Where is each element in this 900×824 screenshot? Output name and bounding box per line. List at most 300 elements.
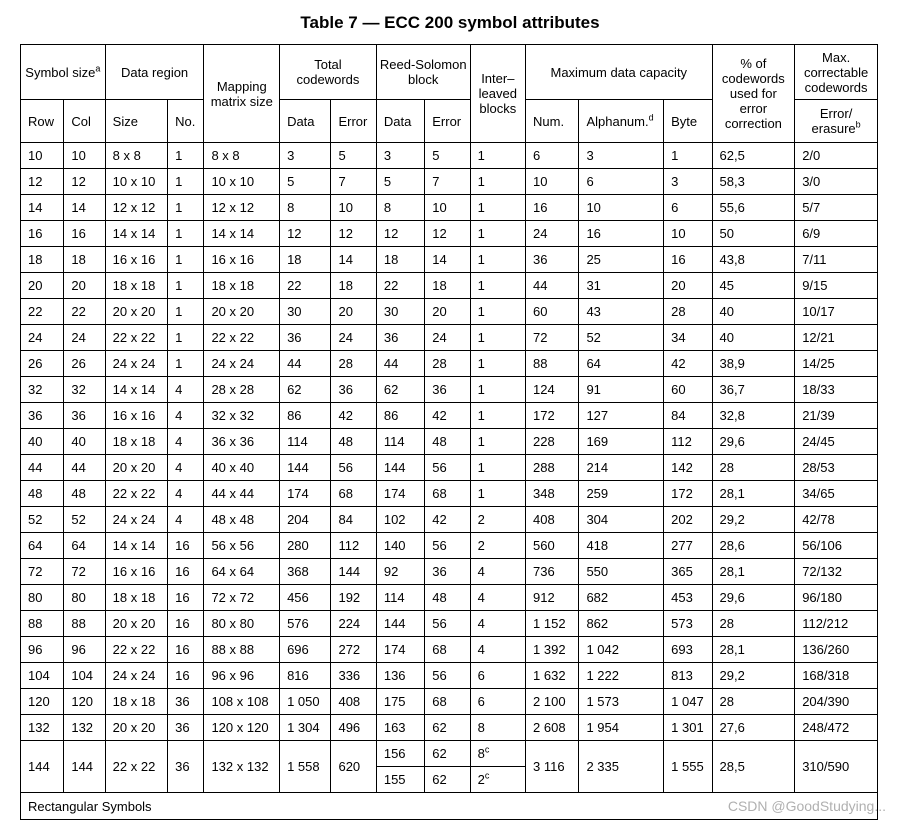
cell-total-data: 36 [280,325,331,351]
table-row [21,715,878,741]
header-mapping-matrix: Mapping matrix size [204,45,280,143]
cell-rs-data: 44 [376,351,424,377]
cell-no: 4 [168,507,204,533]
cell-size: 22 x 22 [105,325,168,351]
cell-rs-data: 174 [376,637,424,663]
cell-no: 1 [168,221,204,247]
cell-row: 12 [21,169,64,195]
cell-size: 18 x 18 [105,689,168,715]
cell-mapping: 8 x 8 [204,143,280,169]
last-row-max: 310/590 [795,741,878,793]
cell-num: 288 [526,455,579,481]
last-row-no: 36 [168,741,204,793]
header-pct-ecc: % of codewords used for error correction [712,45,795,143]
cell-no: 1 [168,351,204,377]
cell-total-error: 192 [331,585,376,611]
cell-col: 22 [64,299,105,325]
cell-total-error: 48 [331,429,376,455]
cell-num: 72 [526,325,579,351]
cell-rs-data: 5 [376,169,424,195]
cell-byte: 3 [664,169,712,195]
cell-col: 120 [64,689,105,715]
header-alphanum: Alphanum.$^d$ [579,100,664,143]
cell-max: 3/0 [795,169,878,195]
last-row-alphanum: 2 335 [579,741,664,793]
cell-mapping: 20 x 20 [204,299,280,325]
cell-total-data: 456 [280,585,331,611]
cell-rs-error: 12 [425,221,470,247]
cell-rs-data: 30 [376,299,424,325]
cell-size: 22 x 22 [105,637,168,663]
header-interleaved: Inter– leaved blocks [470,45,525,143]
cell-col: 72 [64,559,105,585]
cell-size: 16 x 16 [105,247,168,273]
cell-total-error: 272 [331,637,376,663]
cell-pct: 55,6 [712,195,795,221]
cell-byte: 60 [664,377,712,403]
cell-row: 80 [21,585,64,611]
cell-no: 1 [168,273,204,299]
cell-col: 52 [64,507,105,533]
cell-rs-data: 163 [376,715,424,741]
cell-interleaved: 6 [470,689,525,715]
cell-num: 10 [526,169,579,195]
last-row-size: 22 x 22 [105,741,168,793]
cell-total-data: 204 [280,507,331,533]
cell-interleaved: 1 [470,403,525,429]
cell-interleaved: 6 [470,663,525,689]
cell-num: 912 [526,585,579,611]
cell-alphanum: 6 [579,169,664,195]
table-row [21,403,878,429]
cell-pct: 28,1 [712,637,795,663]
header-rs-data: Data [376,100,424,143]
header-reed-solomon: Reed-Solomon block [376,45,470,100]
cell-byte: 10 [664,221,712,247]
header-num: Num. [526,100,579,143]
cell-row: 20 [21,273,64,299]
cell-row: 132 [21,715,64,741]
cell-row: 36 [21,403,64,429]
cell-total-data: 12 [280,221,331,247]
header-byte: Byte [664,100,712,143]
table-row [21,273,878,299]
cell-pct: 38,9 [712,351,795,377]
cell-row: 40 [21,429,64,455]
table-row [21,143,878,169]
cell-pct: 29,6 [712,585,795,611]
cell-max: 2/0 [795,143,878,169]
cell-row: 88 [21,611,64,637]
cell-byte: 84 [664,403,712,429]
cell-byte: 6 [664,195,712,221]
cell-pct: 28 [712,455,795,481]
cell-total-error: 56 [331,455,376,481]
cell-total-error: 18 [331,273,376,299]
cell-max: 112/212 [795,611,878,637]
cell-total-data: 280 [280,533,331,559]
cell-byte: 202 [664,507,712,533]
cell-row: 120 [21,689,64,715]
table-row [21,195,878,221]
cell-no: 16 [168,611,204,637]
cell-col: 12 [64,169,105,195]
cell-rs-error: 48 [425,585,470,611]
table-row [21,325,878,351]
cell-alphanum: 31 [579,273,664,299]
cell-row: 22 [21,299,64,325]
cell-rs-error: 36 [425,559,470,585]
cell-total-data: 8 [280,195,331,221]
cell-total-error: 24 [331,325,376,351]
cell-pct: 32,8 [712,403,795,429]
cell-rs-data: 3 [376,143,424,169]
cell-byte: 813 [664,663,712,689]
cell-byte: 693 [664,637,712,663]
table-row [21,637,878,663]
cell-col: 96 [64,637,105,663]
cell-byte: 1 [664,143,712,169]
cell-rs-error: 42 [425,507,470,533]
cell-rs-error: 56 [425,533,470,559]
cell-rs-error: 56 [425,611,470,637]
cell-size: 20 x 20 [105,715,168,741]
cell-byte: 1 301 [664,715,712,741]
cell-col: 36 [64,403,105,429]
cell-pct: 36,7 [712,377,795,403]
cell-pct: 45 [712,273,795,299]
cell-pct: 28,1 [712,559,795,585]
cell-no: 1 [168,299,204,325]
cell-rs-data: 62 [376,377,424,403]
cell-mapping: 80 x 80 [204,611,280,637]
cell-size: 16 x 16 [105,403,168,429]
last-row-col: 144 [64,741,105,793]
cell-alphanum: 91 [579,377,664,403]
cell-total-error: 36 [331,377,376,403]
cell-alphanum: 16 [579,221,664,247]
cell-rs-data: 102 [376,507,424,533]
table-row [21,507,878,533]
cell-col: 32 [64,377,105,403]
cell-col: 44 [64,455,105,481]
cell-total-error: 28 [331,351,376,377]
cell-total-error: 42 [331,403,376,429]
watermark: CSDN @GoodStudying... [727,798,886,814]
cell-num: 172 [526,403,579,429]
cell-rs-data: 86 [376,403,424,429]
header-row: Row [21,100,64,143]
cell-num: 1 152 [526,611,579,637]
cell-total-data: 114 [280,429,331,455]
cell-interleaved: 1 [470,299,525,325]
cell-num: 2 608 [526,715,579,741]
cell-alphanum: 127 [579,403,664,429]
cell-rs-data: 92 [376,559,424,585]
cell-total-data: 62 [280,377,331,403]
cell-no: 1 [168,247,204,273]
cell-no: 16 [168,637,204,663]
cell-row: 64 [21,533,64,559]
cell-interleaved: 4 [470,611,525,637]
cell-row: 72 [21,559,64,585]
cell-rs-error: 56 [425,663,470,689]
cell-col: 80 [64,585,105,611]
last-row-total-error: 620 [331,741,376,793]
cell-rs-data: 12 [376,221,424,247]
cell-max: 136/260 [795,637,878,663]
cell-num: 2 100 [526,689,579,715]
cell-col: 16 [64,221,105,247]
last-row-byte: 1 555 [664,741,712,793]
cell-max: 28/53 [795,455,878,481]
cell-max: 96/180 [795,585,878,611]
cell-mapping: 44 x 44 [204,481,280,507]
cell-interleaved: 4 [470,559,525,585]
cell-max: 248/472 [795,715,878,741]
cell-byte: 16 [664,247,712,273]
cell-size: 18 x 18 [105,429,168,455]
cell-pct: 28 [712,689,795,715]
cell-alphanum: 682 [579,585,664,611]
cell-byte: 20 [664,273,712,299]
cell-alphanum: 862 [579,611,664,637]
cell-rs-data: 144 [376,611,424,637]
table-row [21,351,878,377]
cell-max: 7/11 [795,247,878,273]
cell-alphanum: 1 573 [579,689,664,715]
header-size: Size [105,100,168,143]
cell-byte: 365 [664,559,712,585]
cell-rs-data: 136 [376,663,424,689]
cell-row: 104 [21,663,64,689]
cell-mapping: 120 x 120 [204,715,280,741]
cell-pct: 29,2 [712,507,795,533]
cell-total-data: 696 [280,637,331,663]
ecc200-attributes-table [20,44,878,820]
cell-interleaved: 1 [470,195,525,221]
cell-mapping: 24 x 24 [204,351,280,377]
cell-col: 24 [64,325,105,351]
cell-alphanum: 25 [579,247,664,273]
cell-mapping: 72 x 72 [204,585,280,611]
rectangular-symbols-label: Rectangular Symbols [21,793,878,820]
cell-mapping: 40 x 40 [204,455,280,481]
cell-alphanum: 418 [579,533,664,559]
cell-num: 1 392 [526,637,579,663]
cell-no: 1 [168,143,204,169]
cell-row: 10 [21,143,64,169]
cell-rs-error: 28 [425,351,470,377]
cell-total-error: 10 [331,195,376,221]
cell-interleaved: 1 [470,247,525,273]
cell-interleaved: 1 [470,325,525,351]
cell-mapping: 12 x 12 [204,195,280,221]
cell-interleaved: 4 [470,637,525,663]
cell-rs-error: 7 [425,169,470,195]
cell-interleaved: 1 [470,273,525,299]
cell-size: 10 x 10 [105,169,168,195]
cell-pct: 40 [712,299,795,325]
cell-total-error: 14 [331,247,376,273]
cell-no: 16 [168,585,204,611]
cell-no: 1 [168,325,204,351]
cell-col: 40 [64,429,105,455]
cell-size: 14 x 14 [105,533,168,559]
cell-total-data: 44 [280,351,331,377]
cell-no: 4 [168,481,204,507]
header-max-capacity: Maximum data capacity [526,45,713,100]
cell-total-error: 7 [331,169,376,195]
table-row [21,533,878,559]
table-row [21,299,878,325]
cell-alphanum: 64 [579,351,664,377]
cell-rs-error: 10 [425,195,470,221]
header-error: Error [331,100,376,143]
cell-total-data: 30 [280,299,331,325]
cell-rs-error: 36 [425,377,470,403]
cell-total-data: 22 [280,273,331,299]
cell-max: 24/45 [795,429,878,455]
cell-num: 408 [526,507,579,533]
cell-total-data: 816 [280,663,331,689]
cell-num: 60 [526,299,579,325]
last-row-total-data: 1 558 [280,741,331,793]
cell-total-error: 112 [331,533,376,559]
cell-mapping: 18 x 18 [204,273,280,299]
cell-rs-data: 8 [376,195,424,221]
cell-pct: 28,6 [712,533,795,559]
cell-col: 18 [64,247,105,273]
last-row-inter-2: 2$^c$ [470,767,525,793]
cell-alphanum: 1 222 [579,663,664,689]
table-row [21,585,878,611]
cell-row: 44 [21,455,64,481]
cell-no: 36 [168,689,204,715]
cell-row: 14 [21,195,64,221]
last-row-pct: 28,5 [712,741,795,793]
cell-rs-error: 42 [425,403,470,429]
cell-num: 36 [526,247,579,273]
table-title: Table 7 — ECC 200 symbol attributes [300,13,600,32]
cell-no: 36 [168,715,204,741]
table-row [21,221,878,247]
cell-size: 18 x 18 [105,273,168,299]
table-row [21,455,878,481]
cell-rs-data: 174 [376,481,424,507]
cell-row: 26 [21,351,64,377]
cell-total-data: 174 [280,481,331,507]
cell-pct: 62,5 [712,143,795,169]
cell-row: 48 [21,481,64,507]
cell-byte: 142 [664,455,712,481]
cell-no: 16 [168,559,204,585]
cell-mapping: 28 x 28 [204,377,280,403]
cell-num: 228 [526,429,579,455]
cell-pct: 29,2 [712,663,795,689]
cell-num: 736 [526,559,579,585]
header-error-erasure: Error/ erasure$^b$ [795,100,878,143]
cell-pct: 40 [712,325,795,351]
cell-num: 6 [526,143,579,169]
table-row [21,481,878,507]
cell-row: 18 [21,247,64,273]
cell-byte: 277 [664,533,712,559]
cell-max: 10/17 [795,299,878,325]
cell-mapping: 56 x 56 [204,533,280,559]
cell-rs-data: 114 [376,429,424,455]
cell-no: 16 [168,533,204,559]
cell-size: 24 x 24 [105,351,168,377]
cell-size: 20 x 20 [105,299,168,325]
header-total-codewords: Total codewords [280,45,377,100]
cell-col: 64 [64,533,105,559]
cell-rs-error: 62 [425,715,470,741]
table-row [21,169,878,195]
cell-row: 24 [21,325,64,351]
cell-total-data: 576 [280,611,331,637]
cell-total-data: 86 [280,403,331,429]
header-data-region: Data region [105,45,204,100]
cell-max: 168/318 [795,663,878,689]
cell-col: 132 [64,715,105,741]
cell-no: 4 [168,377,204,403]
cell-byte: 28 [664,299,712,325]
cell-alphanum: 3 [579,143,664,169]
cell-alphanum: 10 [579,195,664,221]
header-symbol-size: Symbol size$^a$ [21,45,106,100]
cell-pct: 43,8 [712,247,795,273]
cell-max: 14/25 [795,351,878,377]
cell-interleaved: 1 [470,481,525,507]
cell-total-error: 84 [331,507,376,533]
cell-mapping: 32 x 32 [204,403,280,429]
cell-rs-error: 68 [425,637,470,663]
table-row [21,377,878,403]
cell-rs-data: 18 [376,247,424,273]
cell-rs-data: 175 [376,689,424,715]
cell-total-error: 224 [331,611,376,637]
table-row [21,559,878,585]
table-row [21,429,878,455]
cell-interleaved: 1 [470,455,525,481]
cell-rs-error: 68 [425,481,470,507]
cell-total-error: 496 [331,715,376,741]
cell-pct: 28 [712,611,795,637]
cell-total-data: 144 [280,455,331,481]
cell-no: 1 [168,195,204,221]
last-row-mapping: 132 x 132 [204,741,280,793]
cell-interleaved: 1 [470,351,525,377]
cell-pct: 27,6 [712,715,795,741]
cell-row: 52 [21,507,64,533]
cell-row: 16 [21,221,64,247]
cell-col: 10 [64,143,105,169]
cell-rs-data: 144 [376,455,424,481]
cell-interleaved: 2 [470,533,525,559]
last-row-rs-error-2: 62 [425,767,470,793]
cell-col: 20 [64,273,105,299]
cell-alphanum: 52 [579,325,664,351]
cell-byte: 1 047 [664,689,712,715]
cell-total-error: 68 [331,481,376,507]
last-row-rs-data-1: 156 [376,741,424,767]
cell-mapping: 88 x 88 [204,637,280,663]
cell-total-data: 5 [280,169,331,195]
cell-size: 18 x 18 [105,585,168,611]
cell-max: 72/132 [795,559,878,585]
cell-mapping: 16 x 16 [204,247,280,273]
